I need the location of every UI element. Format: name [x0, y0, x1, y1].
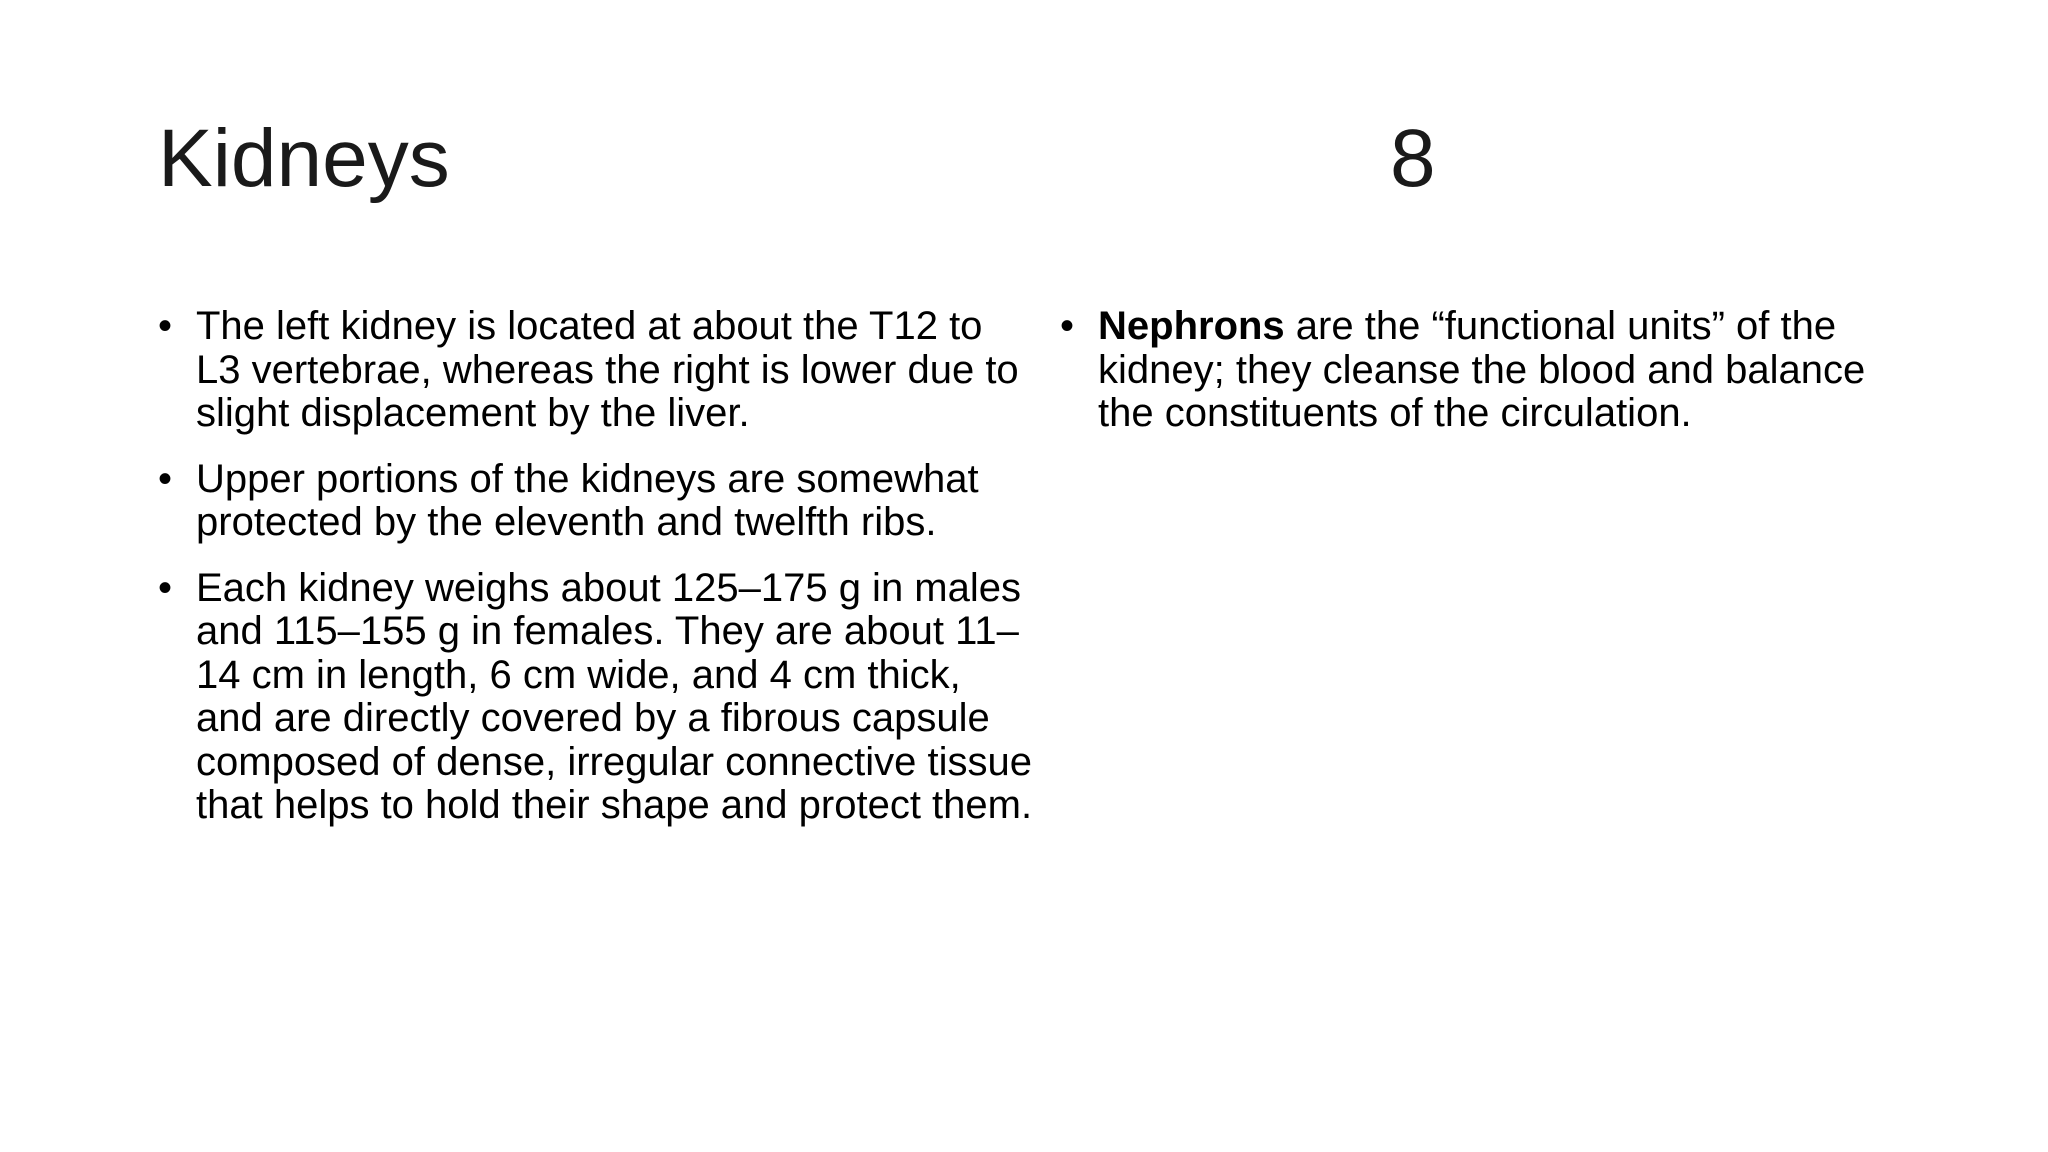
bullet-dot-icon: •: [158, 304, 173, 348]
bullet-text: Upper portions of the kidneys are somewhat protected by the eleventh and twelfth ribs.: [196, 456, 979, 544]
bullet-item: [158, 305, 1038, 436]
bullet-item: [158, 567, 1038, 828]
slide-title: Kidneys: [158, 113, 450, 204]
bullet-text: The left kidney is located at about the T12 to L3 vertebrae, whereas the right is lower due to slight displacement by the liver.: [196, 304, 1019, 435]
bullet-text: are the “functional units” of the kidney; they cleanse the blood and balance the constituents of the circulation.: [1098, 304, 1866, 435]
bullet-bold-term: Nephrons: [1098, 304, 1285, 348]
bullet-dot-icon: •: [158, 456, 173, 501]
bullet-item: [1060, 305, 1920, 436]
bullet-text: Each kidney weighs about 125–175 g in males and 115–155 g in females. They are about 11–14 cm in length, 6 cm wide, and 4 cm thick, and are directly covered by a fibrous capsule composed of dense, irregular connective tissue that helps to hold their shape and protect them.: [196, 565, 1033, 827]
right-column: [1060, 305, 1920, 458]
bullet-dot-icon: •: [158, 565, 173, 610]
left-column: [158, 305, 1038, 850]
right-bullet-list: [1060, 305, 1920, 436]
left-bullet-list: [158, 305, 1038, 828]
bullet-item: [158, 458, 1038, 545]
slide-number: 8: [1390, 113, 1436, 204]
bullet-dot-icon: •: [1060, 304, 1075, 348]
